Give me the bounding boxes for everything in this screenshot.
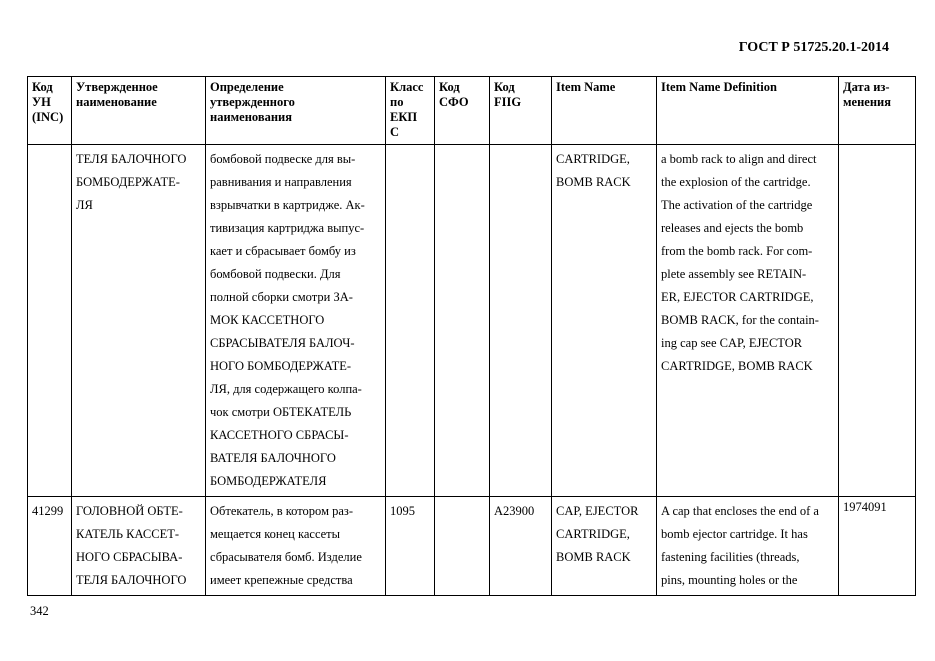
cell-fiig-code: A23900 [490,497,552,596]
header-item-name-definition: Item Name Definition [657,77,839,145]
cell-name-definition: бомбовой подвеске для вы- равнивания и направления взрывчатки в картридже. Ак- тивизация картриджа выпус- кает и сбрасывает бомбу из бомбовой подвески. Для полной сборки смотри ЗА- МОК КАССЕТНОГО СБРАСЫВАТЕЛЯ БАЛОЧ- НОГО БОМБОДЕРЖАТЕ- ЛЯ, для содержащего колпа- чок смотри ОБТЕКАТЕЛЬ КАССЕТНОГО СБРАСЫ- ВАТЕЛЯ БАЛОЧНОГО БОМБОДЕРЖАТЕЛЯ [206,145,386,497]
table-row [28,497,916,596]
header-name-definition: Определение утвержденного наименования [206,77,386,145]
document-header: ГОСТ Р 51725.20.1-2014 [738,40,889,55]
cell-fsc-class: 1095 [386,497,435,596]
cell-fiig-code [490,145,552,497]
cell-item-name: CAP, EJECTOR CARTRIDGE, BOMB RACK [552,497,657,596]
cell-sfo-code [435,145,490,497]
cell-item-name-definition: a bomb rack to align and direct the explosion of the cartridge. The activation of the cartridge releases and ejects the bomb from the bomb rack. For com- plete assembly see RETAIN- ER, EJECTOR CARTRIDGE, BOMB RACK, for the contain- ing cap see CAP, EJECTOR CARTRIDGE, BOMB RACK [657,145,839,497]
table-header-row [28,77,916,145]
header-change-date: Дата из- менения [839,77,916,145]
cell-approved-name: ТЕЛЯ БАЛОЧНОГО БОМБОДЕРЖАТЕ- ЛЯ [72,145,206,497]
inc-table [27,76,916,596]
header-fsc-class: Класс по ЕКП С [386,77,435,145]
header-item-name: Item Name [552,77,657,145]
page-number: 342 [30,604,49,618]
header-approved-name: Утвержденное наименование [72,77,206,145]
cell-approved-name: ГОЛОВНОЙ ОБТЕ- КАТЕЛЬ КАССЕТ- НОГО СБРАСЫВА- ТЕЛЯ БАЛОЧНОГО [72,497,206,596]
cell-name-definition: Обтекатель, в котором раз- мещается конец кассеты сбрасывателя бомб. Изделие имеет крепежные средства [206,497,386,596]
cell-change-date: 1974091 [839,497,916,596]
header-inc-code: Код УН (INC) [28,77,72,145]
cell-sfo-code [435,497,490,596]
cell-inc-code: 41299 [28,497,72,596]
header-sfo-code: Код СФО [435,77,490,145]
table-row [28,145,916,497]
cell-change-date [839,145,916,497]
header-fiig-code: Код FIIG [490,77,552,145]
cell-item-name-definition: A cap that encloses the end of a bomb ejector cartridge. It has fastening facilities (threads, pins, mounting holes or the [657,497,839,596]
cell-item-name: CARTRIDGE, BOMB RACK [552,145,657,497]
cell-fsc-class [386,145,435,497]
cell-inc-code [28,145,72,497]
